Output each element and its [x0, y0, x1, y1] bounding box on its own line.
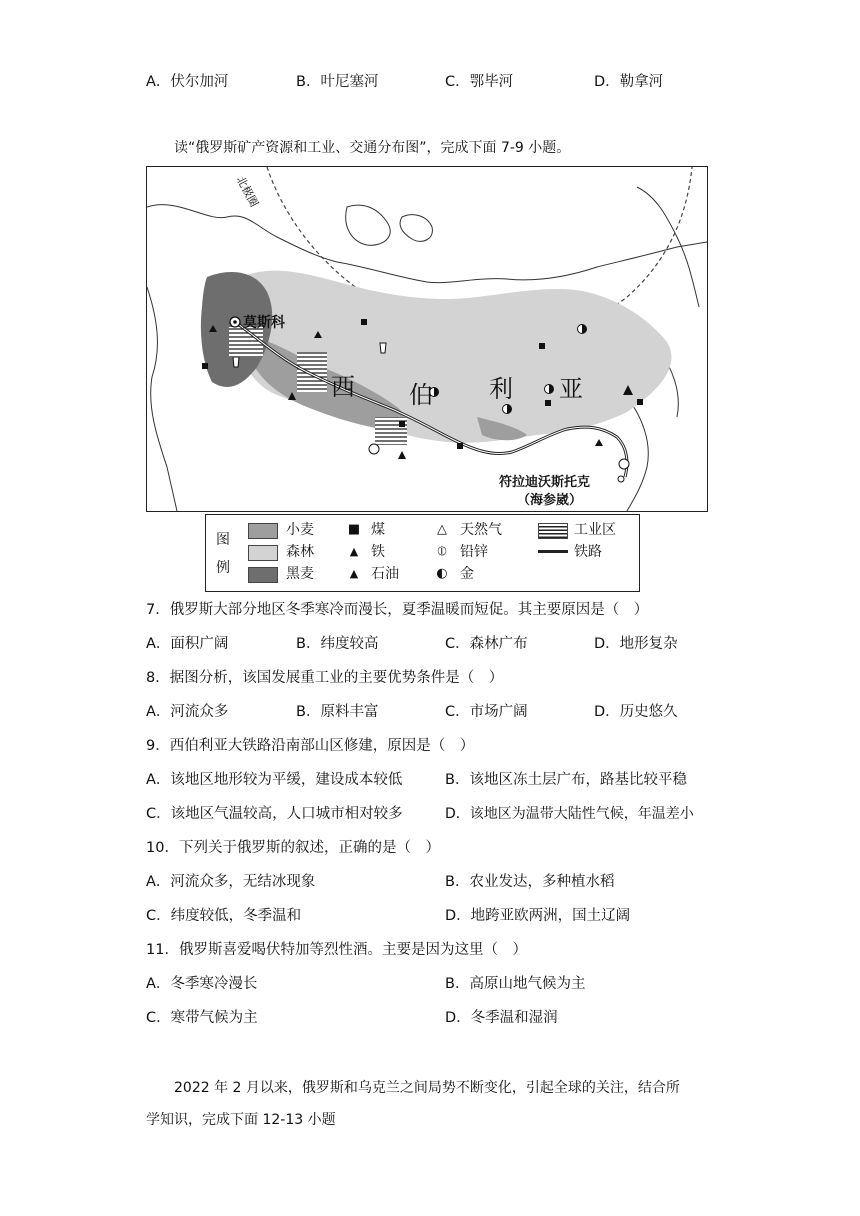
q8-option-a: A．河流众多 — [146, 704, 229, 720]
q8-option-c: C．市场广阔 — [445, 704, 528, 720]
q11-option-d: D．冬季温和湿润 — [445, 1010, 558, 1026]
coal-icon: ■ — [347, 522, 361, 537]
q6-option-b: B．叶尼塞河 — [296, 74, 379, 90]
intro-12-13-line2: 学知识，完成下面 12-13 小题 — [146, 1112, 336, 1128]
q9-option-a: A．该地区地形较为平缓，建设成本较低 — [146, 772, 403, 788]
oil-icon: ▲ — [349, 567, 359, 580]
q9-stem: 9．西伯利亚大铁路沿南部山区修建，原因是（ ） — [146, 738, 475, 754]
moscow-label: 莫斯科 — [243, 315, 285, 331]
legend-iron: 铁 — [371, 544, 385, 560]
q7-option-b: B．纬度较高 — [296, 636, 379, 652]
legend-wheat: 小麦 — [286, 522, 314, 538]
vladivostok-label: 符拉迪沃斯托克 — [499, 471, 590, 490]
russia-map — [146, 166, 708, 512]
q7-option-a: A．面积广阔 — [146, 636, 229, 652]
railway-swatch — [538, 550, 568, 553]
lead-zinc-icon: ⦶ — [437, 544, 447, 559]
legend-forest: 森林 — [286, 544, 314, 560]
wheat-swatch — [248, 523, 278, 539]
q10-option-d: D．地跨亚欧两洲，国土辽阔 — [445, 908, 631, 924]
arctic-circle-label: 北极圈 — [233, 173, 261, 210]
q6-option-c: C．鄂毕河 — [445, 74, 514, 90]
forest-swatch — [248, 545, 278, 561]
map-graphic — [147, 167, 707, 511]
legend-title-2: 例 — [216, 560, 230, 576]
q10-stem: 10．下列关于俄罗斯的叙述，正确的是（ ） — [146, 840, 440, 856]
siberia-label-2: 伯 — [409, 381, 433, 409]
q11-option-c: C．寒带气候为主 — [146, 1010, 258, 1026]
iron-icon: ▲ — [349, 545, 359, 558]
siberia-label-4: 亚 — [559, 375, 583, 403]
q8-option-b: B．原料丰富 — [296, 704, 379, 720]
intro-12-13-line1: 2022 年 2 月以来，俄罗斯和乌克兰之间局势不断变化，引起全球的关注，结合所 — [174, 1080, 680, 1096]
q7-option-c: C．森林广布 — [445, 636, 528, 652]
q9-option-d: D．该地区为温带大陆性气候，年温差小 — [445, 806, 694, 822]
q7-stem: 7．俄罗斯大部分地区冬季寒冷而漫长，夏季温暖而短促。其主要原因是（ ） — [146, 602, 649, 618]
q6-option-d: D．勒拿河 — [594, 74, 664, 90]
industrial-zone-swatch — [538, 523, 568, 539]
vladivostok-alt-label: （海参崴） — [517, 493, 583, 508]
legend-railway: 铁路 — [574, 544, 602, 560]
legend-coal: 煤 — [371, 522, 385, 538]
legend-lead-zinc: 铅锌 — [460, 544, 488, 560]
q8-stem: 8．据图分析，该国发展重工业的主要优势条件是（ ） — [146, 670, 504, 686]
rye-swatch — [248, 567, 278, 583]
q11-option-a: A．冬季寒冷漫长 — [146, 976, 258, 992]
gold-icon: ◐ — [436, 566, 448, 581]
legend-oil: 石油 — [371, 566, 399, 582]
q10-option-b: B．农业发达，多种植水稻 — [445, 874, 615, 890]
legend-industrial: 工业区 — [574, 522, 616, 538]
q11-stem: 11．俄罗斯喜爱喝伏特加等烈性酒。主要是因为这里（ ） — [146, 942, 527, 958]
map-legend — [205, 514, 640, 592]
q10-option-c: C．纬度较低，冬季温和 — [146, 908, 302, 924]
q8-option-d: D．历史悠久 — [594, 704, 678, 720]
legend-gas: 天然气 — [460, 522, 502, 538]
q10-option-a: A．河流众多，无结冰现象 — [146, 874, 316, 890]
legend-title-1: 图 — [216, 532, 230, 548]
natural-gas-icon: △ — [437, 522, 447, 537]
siberia-label-1: 西 — [331, 373, 355, 401]
siberia-label-3: 利 — [489, 375, 513, 403]
q6-option-a: A．伏尔加河 — [146, 74, 229, 90]
q11-option-b: B．高原山地气候为主 — [445, 976, 586, 992]
legend-rye: 黑麦 — [286, 566, 314, 582]
q7-option-d: D．地形复杂 — [594, 636, 678, 652]
intro-7-9: 读“俄罗斯矿产资源和工业、交通分布图”，完成下面 7-9 小题。 — [174, 140, 571, 156]
q9-option-c: C．该地区气温较高，人口城市相对较多 — [146, 806, 403, 822]
legend-gold: 金 — [460, 566, 474, 582]
q9-option-b: B．该地区冻土层广布，路基比较平稳 — [445, 772, 687, 788]
